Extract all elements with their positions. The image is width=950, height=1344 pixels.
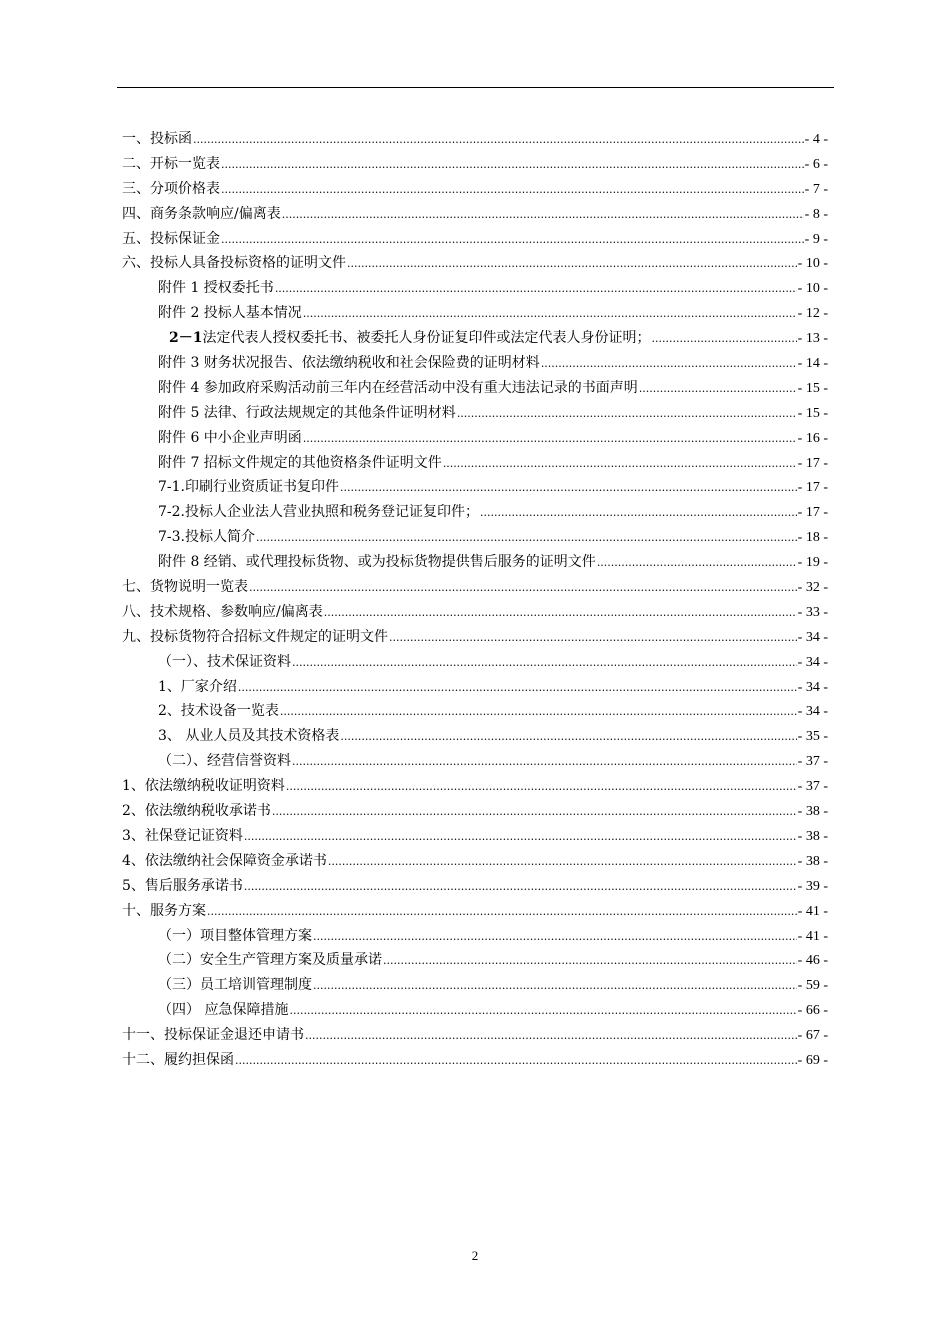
toc-entry-page: - 69 - [797, 1052, 828, 1068]
toc-entry[interactable] [122, 202, 828, 227]
toc-entry-label: 附件 8 经销、或代理投标货物、或为投标货物提供售后服务的证明文件 [158, 554, 596, 571]
toc-entry-page: - 59 - [797, 978, 828, 994]
toc-entry-page: - 4 - [804, 132, 828, 147]
toc-entry-label: 七、货物说明一览表 [122, 579, 248, 596]
toc-entry[interactable] [122, 401, 828, 426]
toc-entry-page: - 19 - [797, 555, 828, 571]
toc-entry-text: 法定代表人授权委托书、被委托人身份证复印件或法定代表人身份证明； [202, 330, 651, 347]
toc-entry-label: （四） 应急保障措施 [158, 1002, 289, 1019]
toc-entry-label: 十二、履约担保函 [122, 1051, 234, 1068]
toc-dot-leader [193, 127, 804, 153]
toc-entry[interactable] [122, 849, 828, 874]
toc-entry[interactable] [122, 276, 828, 301]
toc-entry[interactable] [122, 1023, 828, 1048]
toc-entry-label: 2、技术设备一览表 [158, 703, 279, 720]
toc-entry-page: - 7 - [804, 181, 828, 197]
toc-entry-page: - 37 - [797, 754, 828, 770]
toc-dot-leader [389, 625, 797, 651]
toc-entry-page: - 46 - [797, 953, 828, 969]
toc-entry-page: - 67 - [797, 1028, 828, 1044]
toc-dot-leader [207, 899, 797, 925]
toc-dot-leader [244, 824, 797, 850]
page-number: 2 [471, 1248, 479, 1263]
toc-entry[interactable] [122, 475, 828, 500]
toc-entry-label: （二）、经营信誉资料 [158, 753, 291, 770]
toc-dot-leader [340, 724, 796, 750]
toc-entry-page: - 8 - [804, 206, 828, 222]
toc-entry-label: 4、依法缴纳社会保障资金承诺书 [122, 852, 327, 869]
toc-dot-leader [457, 401, 797, 427]
toc-entry-label: 三、分项价格表 [122, 180, 220, 197]
toc-dot-leader [443, 451, 797, 477]
toc-entry-label: 附件 1 授权委托书 [158, 280, 274, 297]
toc-entry-page: - 41 - [797, 928, 828, 944]
toc-entry-page: - 34 - [797, 704, 828, 720]
toc-entry-label: 二、开标一览表 [122, 155, 220, 172]
toc-entry-page: - 14 - [797, 356, 828, 372]
toc-entry[interactable] [122, 699, 828, 724]
header-rule [117, 87, 834, 88]
toc-entry[interactable] [122, 127, 828, 152]
toc-entry-label: （一）、技术保证资料 [158, 653, 291, 670]
toc-entry-label: 3、 从业人员及其技术资格表 [158, 728, 340, 745]
toc-dot-leader [328, 849, 797, 875]
toc-entry-page: - 38 - [797, 804, 828, 820]
toc-dot-leader [275, 276, 797, 302]
toc-entry-prefix: 2－1 [169, 330, 203, 347]
toc-dot-leader [305, 1023, 797, 1049]
toc-entry[interactable] [122, 251, 828, 276]
toc-entry[interactable] [122, 426, 828, 451]
toc-dot-leader [651, 326, 796, 352]
toc-entry[interactable] [122, 899, 828, 924]
toc-entry-page: - 38 - [797, 853, 828, 869]
toc-dot-leader [324, 600, 797, 626]
toc-entry-label: 四、商务条款响应/偏离表 [122, 205, 281, 222]
toc-entry[interactable] [122, 500, 828, 525]
toc-entry[interactable] [122, 799, 828, 824]
toc-entry-page: - 17 - [797, 455, 828, 471]
toc-dot-leader [235, 1048, 797, 1074]
toc-entry[interactable] [122, 973, 828, 998]
toc-dot-leader [272, 799, 797, 825]
toc-entry-page: - 6 - [804, 156, 828, 172]
toc-dot-leader [313, 973, 797, 999]
toc-entry-page: - 34 - [797, 654, 828, 670]
toc-entry[interactable] [122, 376, 828, 401]
toc-entry-page: - 38 - [797, 828, 828, 844]
toc-entry-page: - 17 - [797, 480, 828, 496]
toc-entry-label: 附件 7 招标文件规定的其他资格条件证明文件 [158, 454, 442, 471]
toc-dot-leader [238, 675, 797, 701]
toc-dot-leader [541, 351, 797, 377]
toc-entry-page: - 37 - [797, 779, 828, 795]
toc-dot-leader [480, 500, 797, 526]
toc-entry[interactable] [122, 351, 828, 376]
toc-entry-page: - 15 - [797, 380, 828, 396]
toc-entry[interactable] [122, 749, 828, 774]
toc-entry-label: 附件 5 法律、行政法规规定的其他条件证明材料 [158, 404, 456, 421]
toc-entry-label: 1、厂家介绍 [158, 678, 237, 695]
toc-entry[interactable] [122, 152, 828, 177]
toc-dot-leader [280, 699, 797, 725]
toc-dot-leader [249, 575, 797, 601]
toc-entry[interactable] [122, 650, 828, 675]
toc-entry-label: 7-2.投标人企业法人营业执照和税务登记证复印件； [158, 504, 479, 521]
toc-entry-page: - 33 - [797, 604, 828, 620]
toc-dot-leader [286, 774, 797, 800]
toc-entry-page: - 34 - [797, 679, 828, 695]
toc-dot-leader [289, 998, 796, 1024]
table-of-contents [122, 127, 828, 1073]
toc-dot-leader [340, 475, 797, 501]
toc-entry[interactable] [122, 625, 828, 650]
toc-entry[interactable] [122, 998, 828, 1023]
toc-entry-page: - 10 - [797, 256, 828, 272]
toc-entry[interactable] [122, 451, 828, 476]
toc-entry[interactable] [122, 326, 828, 351]
toc-dot-leader [221, 177, 804, 203]
toc-entry-page: - 16 - [797, 430, 828, 446]
toc-dot-leader [383, 948, 797, 974]
toc-entry[interactable] [122, 774, 828, 799]
toc-dot-leader [303, 426, 797, 452]
toc-entry[interactable] [122, 575, 828, 600]
toc-entry[interactable] [122, 675, 828, 700]
toc-dot-leader [292, 749, 797, 775]
toc-dot-leader [303, 301, 797, 327]
toc-entry[interactable] [122, 227, 828, 252]
toc-entry-page: - 15 - [797, 405, 828, 421]
toc-dot-leader [347, 251, 797, 277]
toc-entry-label: 附件 4 参加政府采购活动前三年内在经营活动中没有重大违法记录的书面声明 [158, 379, 638, 396]
toc-entry-page: - 18 - [797, 530, 828, 546]
toc-entry[interactable] [122, 525, 828, 550]
toc-dot-leader [256, 525, 797, 551]
toc-entry-label: 5、售后服务承诺书 [122, 877, 243, 894]
toc-entry-page: - 13 - [797, 331, 828, 347]
toc-entry-page: - 34 - [797, 629, 828, 645]
toc-dot-leader [282, 202, 804, 228]
toc-dot-leader [244, 874, 797, 900]
toc-entry-label: 附件 3 财务状况报告、依法缴纳税收和社会保险费的证明材料 [158, 355, 540, 372]
toc-entry[interactable] [122, 824, 828, 849]
toc-entry[interactable] [122, 924, 828, 949]
toc-entry-label: 7-1.印刷行业资质证书复印件 [158, 479, 339, 496]
toc-entry-page: - 10 - [797, 281, 828, 297]
toc-entry-page: - 17 - [797, 505, 828, 521]
toc-entry[interactable] [122, 177, 828, 202]
toc-entry-label: 附件 2 投标人基本情况 [158, 305, 302, 322]
toc-entry-page: - 12 - [797, 306, 828, 322]
toc-entry[interactable] [122, 600, 828, 625]
toc-dot-leader [639, 376, 797, 402]
toc-entry-label: 1、依法缴纳税收证明资料 [122, 778, 285, 795]
toc-entry[interactable] [122, 301, 828, 326]
toc-entry[interactable] [122, 874, 828, 899]
toc-entry-label [169, 326, 650, 351]
toc-entry-page: - 66 - [797, 1003, 828, 1019]
toc-entry-label: 3、社保登记证资料 [122, 827, 243, 844]
toc-dot-leader [597, 550, 797, 576]
toc-entry-label: 2、依法缴纳税收承诺书 [122, 803, 271, 820]
toc-entry[interactable] [122, 948, 828, 973]
toc-entry-page: - 35 - [797, 729, 828, 745]
toc-entry-label: 八、技术规格、参数响应/偏离表 [122, 603, 323, 620]
toc-entry-label: 十、服务方案 [122, 902, 206, 919]
toc-entry-page: - 39 - [797, 878, 828, 894]
toc-entry-label: 十一、投标保证金退还申请书 [122, 1027, 304, 1044]
toc-entry-label: 六、投标人具备投标资格的证明文件 [122, 255, 346, 272]
toc-dot-leader [221, 227, 804, 253]
toc-entry-label: 九、投标货物符合招标文件规定的证明文件 [122, 628, 388, 645]
toc-dot-leader [221, 152, 804, 178]
toc-entry-page: - 32 - [797, 580, 828, 596]
toc-entry-label: 7-3.投标人简介 [158, 529, 255, 546]
toc-entry-label: 一、投标函 [122, 131, 192, 147]
toc-dot-leader [292, 650, 797, 676]
toc-entry[interactable] [122, 1048, 828, 1073]
toc-entry-label: （二）安全生产管理方案及质量承诺 [158, 952, 382, 969]
toc-entry-label: 五、投标保证金 [122, 230, 220, 247]
toc-entry[interactable] [122, 550, 828, 575]
toc-entry-page: - 41 - [797, 903, 828, 919]
toc-entry-label: （一）项目整体管理方案 [158, 927, 312, 944]
toc-entry-label: （三）员工培训管理制度 [158, 977, 312, 994]
toc-dot-leader [313, 924, 797, 950]
toc-entry-label: 附件 6 中小企业声明函 [158, 429, 302, 446]
toc-entry[interactable] [122, 724, 828, 749]
toc-entry-page: - 9 - [804, 231, 828, 247]
